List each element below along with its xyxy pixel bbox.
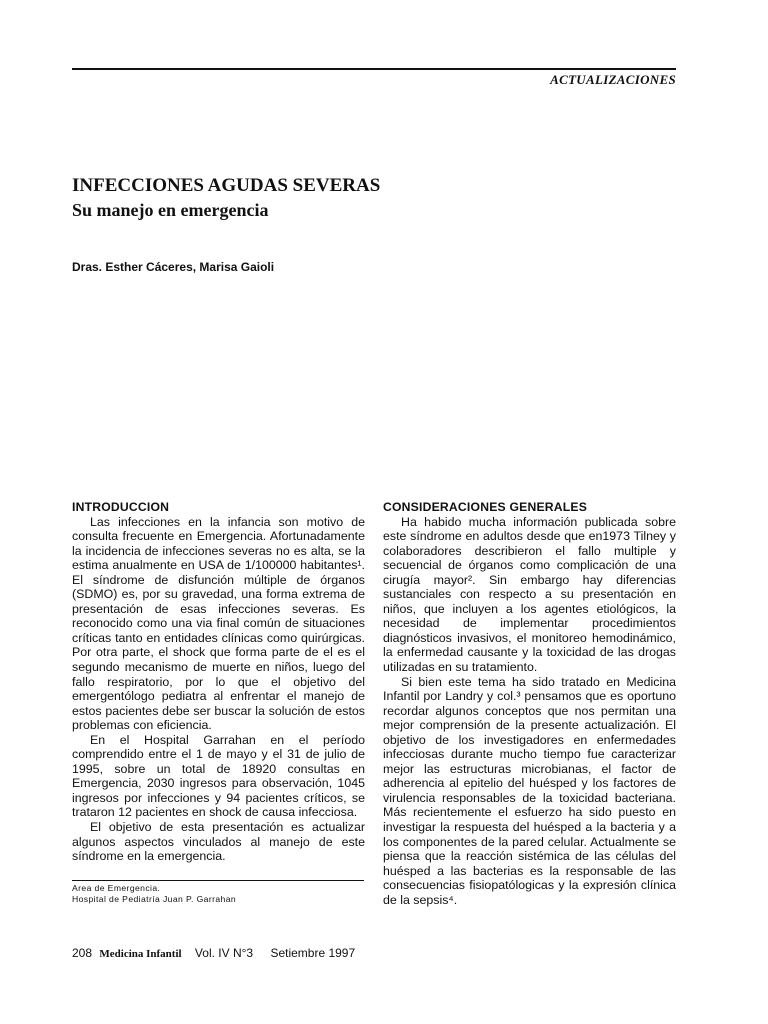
article-subtitle: Su manejo en emergencia [72,200,269,220]
left-column [72,500,365,864]
article-authors: Dras. Esther Cáceres, Marisa Gaioli [72,260,275,274]
intro-paragraph-3: El objetivo de esta presentación es actualizar algunos aspectos vinculados al manejo de este síndrome en la emergencia. [72,820,365,864]
affiliation-footnote [72,883,236,905]
journal-name: Medicina Infantil [99,948,182,960]
consideraciones-paragraph-2: Si bien este tema ha sido tratado en Medicina Infantil por Landry y col.³ pensamos que es oportuno recordar algunos conceptos que nos permitan una mejor comprensión de la presente actualización. El objetivo de los investigadores en enfermedades infecciosas durante mucho tiempo fue caracterizar mejor las estructuras microbianas, el factor de adherencia al epitelio del huésped y los factores de virulencia responsables de la toxicidad bacteriana. Más recientemente el esfuerzo ha sido puesto en investigar la respuesta del huésped a la bacteria y a los componentes de la pared celular. Actualmente se piensa que la reacción sistémica de las células del huésped a las bacterias es la responsable de las consecuencias fisiopatólogicas y la expresión clínica de la sepsis⁴. [383,674,676,907]
page-number: 208 [72,946,93,960]
consideraciones-paragraph-1: Ha habido mucha información publicada sobre este síndrome en adultos desde que en1973 Tilney y colaboradores describieron el fallo multiple y secuencial de órganos como complicación de una cirugía mayor². Sin embargo hay diferencias sustanciales con respecto a su presentación en niños, que incluyen a los agentes etiológicos, la necesidad de implementar procedimientos diagnósticos invasivos, el monitoreo hemodinámico, la enfermedad causante y la toxicidad de las drogas utilizadas en su tratamiento. [383,514,676,675]
issue-date: Setiembre 1997 [270,946,356,960]
journal-volume: Vol. IV N°3 [194,946,254,960]
footnote-line-1: Area de Emergencia. [72,883,161,893]
page-footer [72,946,355,960]
footnote-line-2: Hospital de Pediatría Juan P. Garrahan [72,894,237,904]
footnote-rule [72,880,364,881]
intro-paragraph-2: En el Hospital Garrahan en el período comprendido entre el 1 de mayo y el 31 de julio de 1995, sobre un total de 18920 consultas en Emergencia, 2030 ingresos para observación, 1045 ingresos por infecciones y 94 pacientes críticos, se trataron 12 pacientes en shock de causa infecciosa. [72,732,365,820]
article-title: INFECCIONES AGUDAS SEVERAS [72,175,381,196]
consideraciones-heading: CONSIDERACIONES GENERALES [383,500,588,514]
section-label: ACTUALIZACIONES [550,72,676,87]
header-rule [72,68,676,70]
introduccion-heading: INTRODUCCION [72,500,170,514]
intro-paragraph-1: Las infecciones en la infancia son motivo de consulta frecuente en Emergencia. Afortunadamente la incidencia de infecciones severas no es alta, se la estima anualmente en USA de 1/100000 habitantes¹. El síndrome de disfunción múltiple de órganos (SDMO) es, por su gravedad, una forma extrema de presentación de esas infecciones severas. Es reconocido como una via final común de situaciones críticas tanto en entidades clínicas como quirúrgicas. Por otra parte, el shock que forma parte de el es el segundo mecanismo de muerte en niños, luego del fallo respiratorio, por lo que el objetivo del emergentólogo pediatra al enfrentar el manejo de estos pacientes debe ser buscar la solución de estos problemas con eficiencia. [72,514,365,733]
right-column [383,500,676,907]
